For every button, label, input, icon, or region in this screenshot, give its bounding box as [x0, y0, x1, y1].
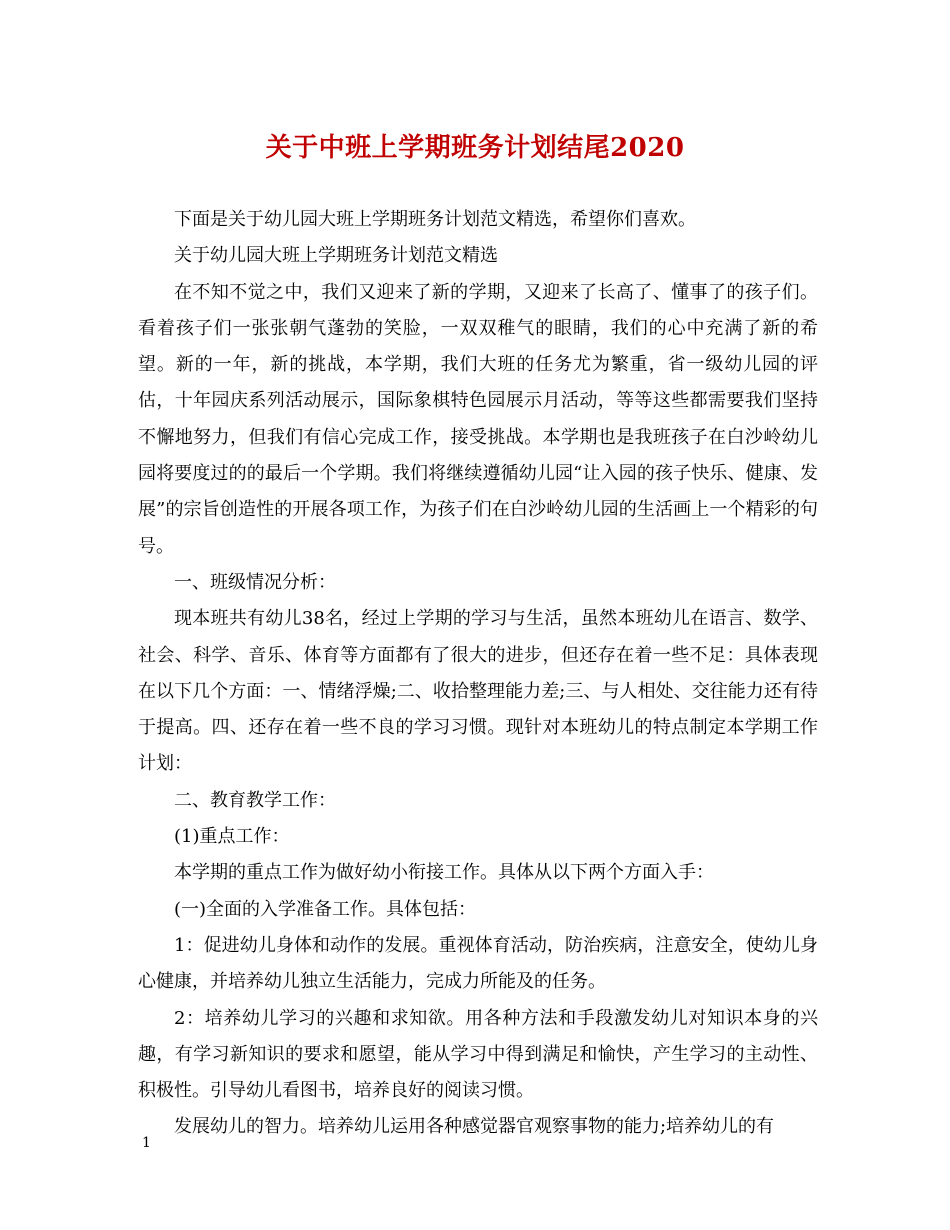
section-heading: 二、教育教学工作：: [174, 789, 336, 811]
document-title: 关于中班上学期班务计划结尾2020: [265, 133, 685, 163]
paragraph: 1：促进幼儿身体和动作的发展。重视体育活动，防治疾病，注意安全，使幼儿身心健康，并培养幼儿独立生活能力，完成力所能及的任务。: [138, 934, 818, 993]
paragraph: 现本班共有幼儿38名，经过上学期的学习与生活，虽然本班幼儿在语言、数学、社会、科学、音乐、体育等方面都有了很大的进步，但还存在着一些不足：具体表现在以下几个方面：一、情绪浮燥;二、收拾整理能力差;三、与人相处、交往能力还有待于提高。四、还存在着一些不良的学习习惯。现针对本班幼儿的特点制定本学期工作计划：: [138, 608, 818, 775]
paragraph: 2：培养幼儿学习的兴趣和求知欲。用各种方法和手段激发幼儿对知识本身的兴趣，有学习新知识的要求和愿望，能从学习中得到满足和愉快，产生学习的主动性、积极性。引导幼儿看图书，培养良好的阅读习惯。: [138, 1007, 818, 1102]
paragraph: 发展幼儿的智力。培养幼儿运用各种感觉器官观察事物的能力;培养幼儿的有: [174, 1116, 775, 1138]
paragraph: 关于幼儿园大班上学期班务计划范文精选: [174, 245, 498, 267]
document-body: [138, 202, 818, 1146]
subsection-heading: (一)全面的入学准备工作。具体包括：: [174, 898, 477, 920]
paragraph: 在不知不觉之中，我们又迎来了新的学期，又迎来了长高了、懂事了的孩子们。看着孩子们一张张朝气蓬勃的笑脸，一双双稚气的眼睛，我们的心中充满了新的希望。新的一年，新的挑战，本学期，我们大班的任务尤为繁重，省一级幼儿园的评估，十年园庆系列活动展示，国际象棋特色园展示月活动，等等这些都需要我们坚持不懈地努力，但我们有信心完成工作，接受挑战。本学期也是我班孩子在白沙岭幼儿园将要度过的的最后一个学期。我们将继续遵循幼儿园“让入园的孩子快乐、健康、发展”的宗旨创造性的开展各项工作，为孩子们在白沙岭幼儿园的生活画上一个精彩的句号。: [138, 281, 818, 557]
page-number: 1: [142, 1135, 151, 1151]
paragraph: 本学期的重点工作为做好幼小衔接工作。具体从以下两个方面入手：: [174, 862, 714, 884]
section-heading: 一、班级情况分析：: [174, 571, 336, 593]
paragraph: 下面是关于幼儿园大班上学期班务计划范文精选，希望你们喜欢。: [174, 209, 696, 230]
subsection-heading: (1)重点工作：: [174, 826, 290, 848]
